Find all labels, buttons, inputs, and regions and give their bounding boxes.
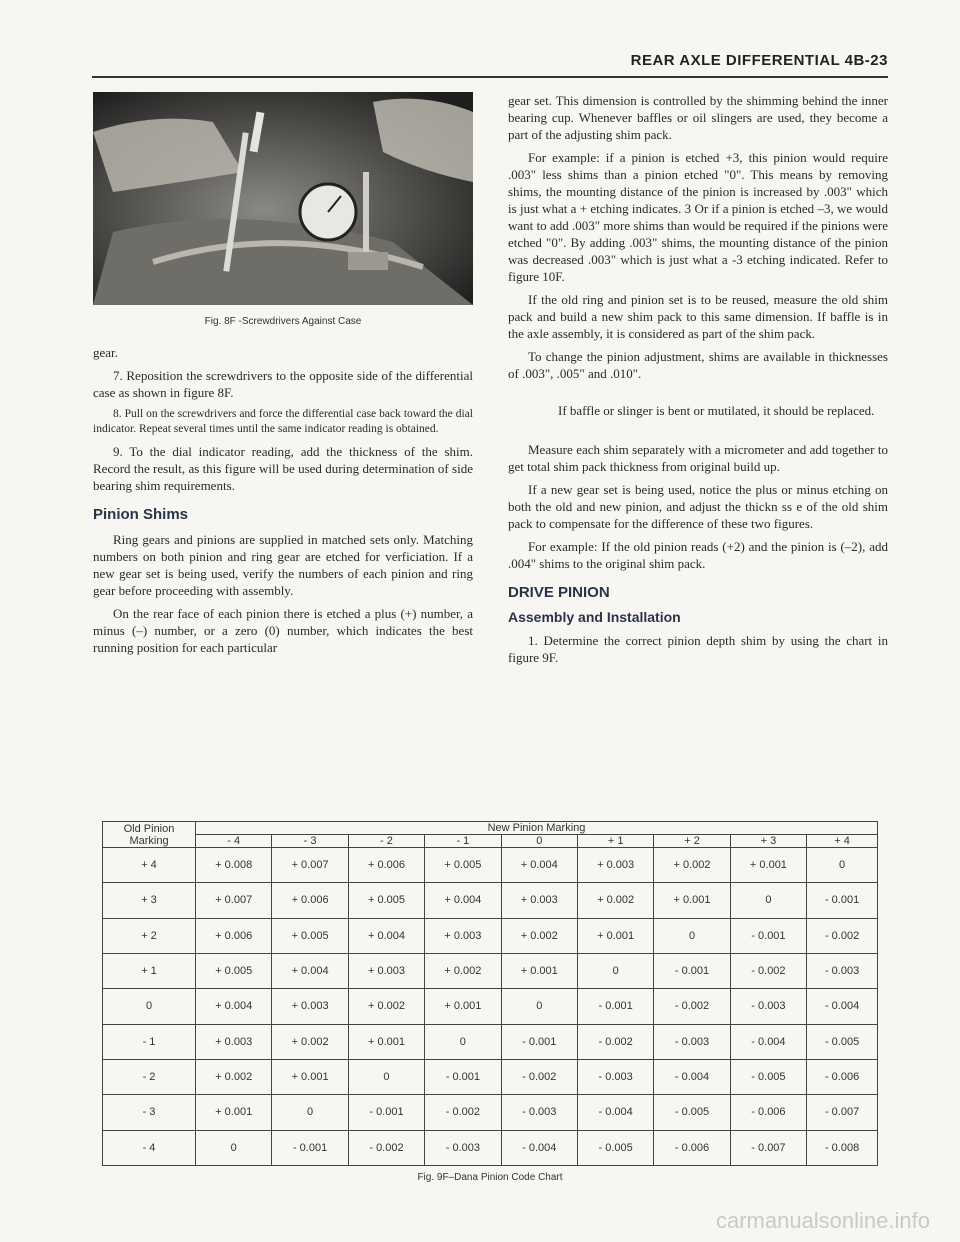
table-cell: + 0.004	[272, 953, 348, 988]
table-cell: - 0.003	[425, 1130, 501, 1165]
row-label: - 4	[103, 1130, 196, 1165]
new-pinion-header: New Pinion Marking	[196, 822, 878, 835]
table-cell: - 0.001	[730, 918, 806, 953]
table-cell: + 0.001	[501, 953, 577, 988]
table-cell: - 0.001	[425, 1059, 501, 1094]
table-cell: + 0.001	[425, 989, 501, 1024]
paragraph: Measure each shim separately with a micrometer and add together to get total shim pack thickness from original build up.	[508, 442, 888, 474]
table-cell: - 0.005	[730, 1059, 806, 1094]
column-header: + 4	[807, 835, 878, 848]
table-cell: 0	[348, 1059, 424, 1094]
step-1: 1. Determine the correct pinion depth shim by using the chart in figure 9F.	[508, 633, 888, 665]
table-cell: + 0.001	[730, 848, 806, 883]
table-cell: - 0.002	[348, 1130, 424, 1165]
photo-caption: Fig. 8F -Screwdrivers Against Case	[204, 316, 362, 327]
baffle-note: If baffle or slinger is bent or mutilated, it should be replaced.	[558, 403, 875, 418]
table-cell: - 0.003	[730, 989, 806, 1024]
table-row	[103, 1024, 878, 1059]
row-label: - 3	[103, 1095, 196, 1130]
table-cell: + 0.003	[272, 989, 348, 1024]
section-heading-pinion-shims: Pinion Shims	[93, 506, 189, 523]
step-8: 8. Pull on the screwdrivers and force the differential case back toward the dial indicator. Repeat several times until the same indicator reading is obtained.	[93, 408, 473, 435]
table-cell: + 0.001	[348, 1024, 424, 1059]
row-label: 0	[103, 989, 196, 1024]
paragraph: Ring gears and pinions are supplied in matched sets only. Matching numbers on both pinion and ring gear are etched for verficiation. If a new gear set is being used, verify the numbers of each pinion and ring gear before proceeding with assembly.	[93, 532, 473, 598]
table-cell: + 0.002	[196, 1059, 272, 1094]
table-cell: - 0.005	[577, 1130, 653, 1165]
table-cell: - 0.002	[577, 1024, 653, 1059]
section-heading-drive-pinion: DRIVE PINION	[508, 584, 610, 601]
right-column	[508, 92, 888, 672]
table-cell: - 0.004	[807, 989, 878, 1024]
paragraph: gear set. This dimension is controlled by the shimming behind the inner bearing cup. Whenever baffles or oil slingers are used, they become a part of the adjusting shim pack.	[508, 93, 888, 142]
table-cell: + 0.001	[654, 883, 730, 918]
table-row	[103, 848, 878, 883]
step-7: 7. Reposition the screwdrivers to the opposite side of the differential case as shown in figure 8F.	[93, 368, 473, 400]
paragraph: On the rear face of each pinion there is etched a plus (+) number, a minus (–) number, or a zero (0) number, which indicates the best running position for each particular	[93, 606, 473, 655]
table-cell: - 0.001	[807, 883, 878, 918]
table-cell: 0	[807, 848, 878, 883]
row-label: - 1	[103, 1024, 196, 1059]
table-cell: - 0.001	[272, 1130, 348, 1165]
table-cell: - 0.006	[654, 1130, 730, 1165]
step-9: 9. To the dial indicator reading, add the thickness of the shim. Record the result, as this figure will be used during determination of side bearing shim requirements.	[93, 444, 473, 493]
chart-group-header-row	[103, 822, 878, 835]
table-cell: - 0.003	[577, 1059, 653, 1094]
table-row	[103, 1130, 878, 1165]
row-label: + 4	[103, 848, 196, 883]
table-cell: - 0.004	[654, 1059, 730, 1094]
table-cell: - 0.001	[577, 989, 653, 1024]
table-cell: + 0.003	[425, 918, 501, 953]
table-cell: - 0.006	[807, 1059, 878, 1094]
paragraph: For example: if a pinion is etched +3, this pinion would require .003" less shims than a pinion etched "0". This means by removing shims, the mounting distance of the pinion is increased by .003" which is just what a + etching indicates. 3 Or if a pinion is etched –3, we would want to add .003" more shims than would be required if the pinions were etched "0". By adding .003" shims, the mounting distance of the pinion was decreased .003" which is just what a -3 etching indicated. Refer to figure 10F.	[508, 150, 888, 284]
table-cell: - 0.004	[501, 1130, 577, 1165]
table-cell: - 0.006	[730, 1095, 806, 1130]
table-cell: 0	[425, 1024, 501, 1059]
table-cell: + 0.002	[272, 1024, 348, 1059]
table-cell: + 0.008	[196, 848, 272, 883]
table-cell: + 0.006	[272, 883, 348, 918]
paragraph: If a new gear set is being used, notice the plus or minus etching on both the old and new pinion, and adjust the thickn ss e of the old shim pack to compensate for the difference of these two figures.	[508, 482, 888, 531]
table-cell: - 0.007	[730, 1130, 806, 1165]
table-cell: - 0.001	[348, 1095, 424, 1130]
table-cell: 0	[196, 1130, 272, 1165]
table-cell: 0	[501, 989, 577, 1024]
table-cell: - 0.004	[577, 1095, 653, 1130]
table-cell: - 0.003	[807, 953, 878, 988]
table-cell: 0	[654, 918, 730, 953]
table-cell: 0	[730, 883, 806, 918]
table-cell: + 0.001	[196, 1095, 272, 1130]
old-pinion-header: Old Pinion Marking	[103, 822, 196, 848]
chart-column-header-row	[103, 835, 878, 848]
paragraph: If the old ring and pinion set is to be reused, measure the old shim pack and build a new shim pack to this same dimension. If baffle is in the axle assembly, it is considered as part of the shim pack.	[508, 292, 888, 341]
table-cell: - 0.003	[654, 1024, 730, 1059]
table-cell: + 0.004	[501, 848, 577, 883]
table-cell: + 0.003	[501, 883, 577, 918]
left-column	[93, 344, 473, 662]
table-cell: 0	[577, 953, 653, 988]
column-header: 0	[501, 835, 577, 848]
table-cell: + 0.002	[654, 848, 730, 883]
table-cell: + 0.005	[348, 883, 424, 918]
paragraph: To change the pinion adjustment, shims are available in thicknesses of .003", .005" and .010".	[508, 349, 888, 381]
row-label: + 2	[103, 918, 196, 953]
table-cell: - 0.008	[807, 1130, 878, 1165]
page-title: REAR AXLE DIFFERENTIAL 4B-23	[630, 52, 888, 69]
table-cell: + 0.005	[272, 918, 348, 953]
row-label: - 2	[103, 1059, 196, 1094]
paragraph: gear.	[93, 345, 118, 360]
table-cell: - 0.001	[501, 1024, 577, 1059]
table-cell: + 0.005	[196, 953, 272, 988]
table-cell: - 0.002	[730, 953, 806, 988]
table-cell: + 0.002	[425, 953, 501, 988]
column-header: + 2	[654, 835, 730, 848]
table-row	[103, 989, 878, 1024]
row-label: + 3	[103, 883, 196, 918]
table-cell: + 0.004	[196, 989, 272, 1024]
table-cell: + 0.002	[577, 883, 653, 918]
table-cell: + 0.006	[348, 848, 424, 883]
table-cell: + 0.004	[425, 883, 501, 918]
column-header: - 3	[272, 835, 348, 848]
table-cell: + 0.001	[577, 918, 653, 953]
table-cell: + 0.003	[348, 953, 424, 988]
table-cell: - 0.004	[730, 1024, 806, 1059]
watermark: carmanualsonline.info	[715, 1208, 930, 1233]
table-cell: + 0.002	[348, 989, 424, 1024]
column-header: - 2	[348, 835, 424, 848]
table-cell: + 0.005	[425, 848, 501, 883]
pinion-code-chart	[102, 821, 878, 1166]
table-cell: - 0.007	[807, 1095, 878, 1130]
table-cell: + 0.007	[196, 883, 272, 918]
table-row	[103, 918, 878, 953]
photo-illustration	[93, 92, 473, 305]
table-cell: - 0.005	[807, 1024, 878, 1059]
table-cell: + 0.002	[501, 918, 577, 953]
column-header: - 4	[196, 835, 272, 848]
table-cell: + 0.003	[577, 848, 653, 883]
row-label: + 1	[103, 953, 196, 988]
table-cell: - 0.002	[654, 989, 730, 1024]
table-cell: - 0.002	[501, 1059, 577, 1094]
table-cell: + 0.007	[272, 848, 348, 883]
column-header: - 1	[425, 835, 501, 848]
table-row	[103, 883, 878, 918]
chart-caption: Fig. 9F–Dana Pinion Code Chart	[417, 1172, 563, 1183]
column-header: + 3	[730, 835, 806, 848]
table-row	[103, 1059, 878, 1094]
table-row	[103, 953, 878, 988]
table-cell: - 0.002	[425, 1095, 501, 1130]
table-cell: + 0.004	[348, 918, 424, 953]
table-cell: - 0.005	[654, 1095, 730, 1130]
table-row	[103, 1095, 878, 1130]
table-cell: 0	[272, 1095, 348, 1130]
table-cell: - 0.002	[807, 918, 878, 953]
table-cell: + 0.003	[196, 1024, 272, 1059]
table-cell: + 0.001	[272, 1059, 348, 1094]
page-header	[92, 50, 888, 78]
table-cell: - 0.003	[501, 1095, 577, 1130]
table-cell: - 0.001	[654, 953, 730, 988]
paragraph: For example: If the old pinion reads (+2) and the pinion is (–2), add .004" shims to the original shim pack.	[508, 539, 888, 571]
screwdrivers-photo	[93, 92, 473, 305]
column-header: + 1	[577, 835, 653, 848]
chart-body	[103, 848, 878, 1166]
subheading-assembly: Assembly and Installation	[508, 609, 681, 625]
table-cell: + 0.006	[196, 918, 272, 953]
